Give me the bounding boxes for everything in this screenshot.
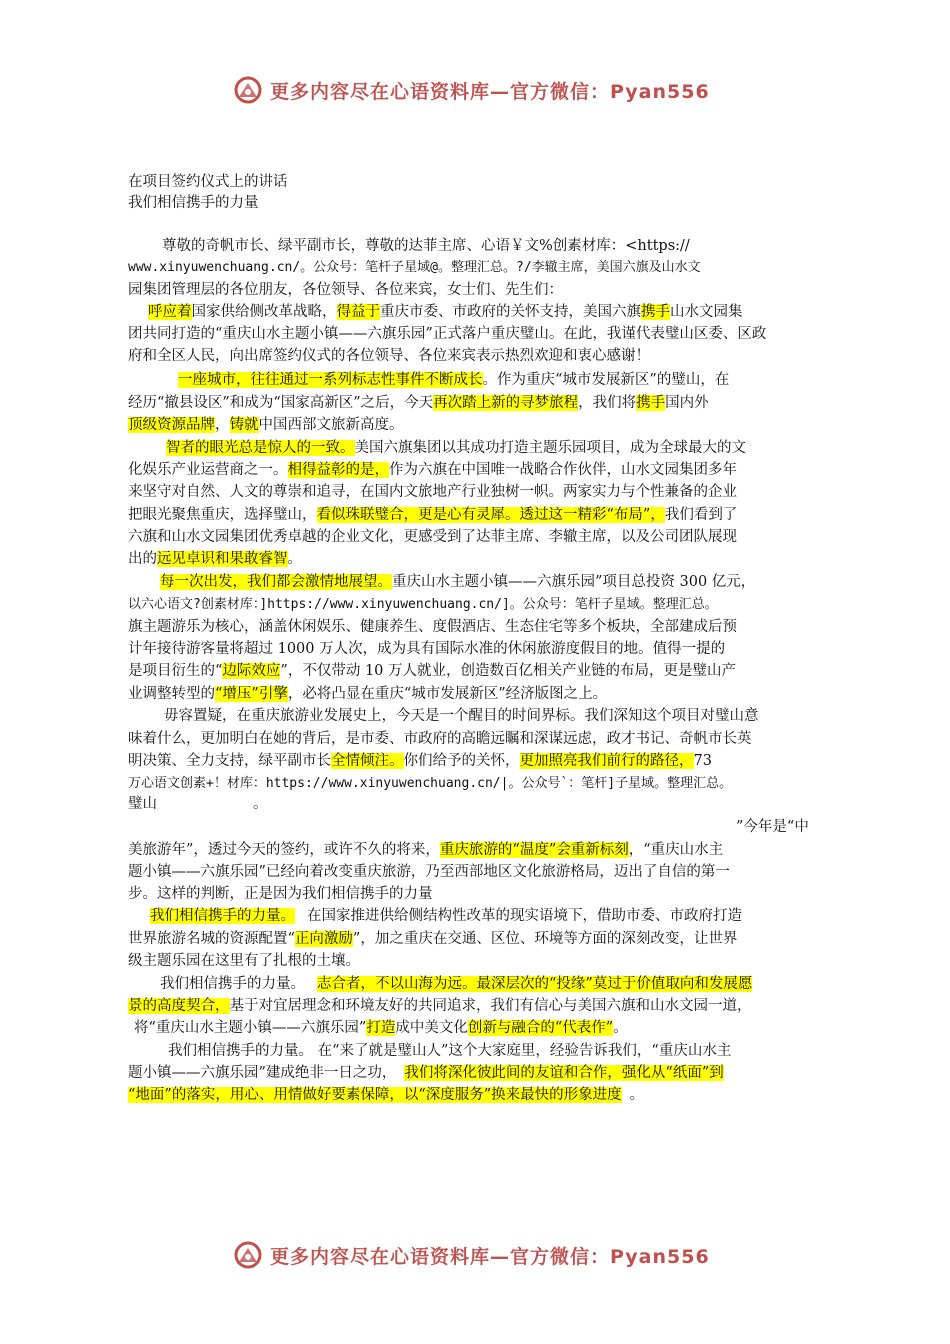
paragraph-line: 旗主题游乐为核心，涵盖休闲娱乐、健康养生、度假酒店、生态住宅等多个板块，全部建成后预: [128, 619, 737, 635]
logo-icon: [233, 1240, 263, 1270]
paragraph-line: 我们相信携手的力量。 志合者，不以山海为远。最深层次的“投缘”莫过于价值取向和发展愿: [160, 976, 753, 992]
paragraph-line: 呼应着国家供给侧改革战略，得益于重庆市委、市政府的关怀支持，美国六旗携手山水文园集: [148, 304, 743, 320]
paragraph-line: 美旅游年”，透过今天的签约，或许不久的将来，重庆旅游的“温度”会重新标刻，“重庆山水主: [128, 842, 724, 858]
paragraph-line: 尊敬的奇帆市长、绿平副市长，尊敬的达菲主席、心语￥文%创素材库：<https://: [162, 238, 690, 254]
header-watermark: [0, 73, 950, 109]
paragraph-line: 府和全区人民，向出席签约仪式的各位领导、各位来宾表示热烈欢迎和衷心感谢！: [128, 348, 650, 364]
paragraph-line: 一座城市，往往通过一系列标志性事件不断成长。作为重庆“城市发展新区”的璧山，在: [178, 372, 730, 388]
doc-subtitle: 我们相信携手的力量: [128, 195, 259, 211]
paragraph-line: www.xinyuwenchuang.cn/。公众号：笔杆子星域@。整理汇总。?/李辙主席，美国六旗及山水文: [128, 260, 701, 275]
doc-title: 在项目签约仪式上的讲话: [128, 174, 288, 190]
paragraph-line: 六旗和山水文园集团优秀卓越的企业文化，更感受到了达菲主席、李辙主席，以及公司团队展现: [128, 529, 737, 545]
paragraph-line: 步。这样的判断，正是因为我们相信携手的力量: [128, 886, 433, 902]
paragraph-line: 计年接待游客量将超过 1000 万人次，成为具有国际水准的休闲旅游度假目的地。值得一提的: [128, 641, 726, 657]
paragraph-line: 顶级资源品牌，铸就中国西部文旅新高度。: [128, 417, 404, 433]
paragraph-line: 经历“撤县设区”和成为“国家高新区”之后，今天再次踏上新的寻梦旅程，我们将携手国内外: [128, 395, 709, 411]
paragraph-line: 题小镇——六旗乐园”建成绝非一日之功， 我们将深化彼此间的友谊和合作，强化从“纸面”到: [128, 1065, 724, 1081]
paragraph-line: 题小镇——六旗乐园”已经向着改变重庆旅游，乃至西部地区文化旅游格局，迈出了自信的第一: [128, 864, 730, 880]
paragraph-line: 将“重庆山水主题小镇——六旗乐园”打造成中美文化创新与融合的“代表作”。: [134, 1020, 628, 1036]
footer-watermark: [0, 1238, 950, 1274]
paragraph-line: 智者的眼光总是惊人的一致。美国六旗集团以其成功打造主题乐园项目，成为全球最大的文: [166, 440, 746, 456]
paragraph-line: 万心语文创素+！材库：https://www.xinyuwenchuang.cn/|。公众号`：笔杆]子星域。整理汇总。: [128, 776, 733, 791]
header-text: 更多内容尽在心语资料库—官方微信：Pyan556: [270, 81, 710, 103]
paragraph-line: 以六心语文?创素材库：]https://www.xinyuwenchuang.cn/]。公众号：笔杆子星域。整理汇总。: [128, 597, 718, 612]
paragraph-line: 味着什么，更加明白在她的背后，是市委、市政府的高瞻远瞩和深谋远虑，政才书记、奇帆市长英: [128, 731, 752, 747]
paragraph-line: 业调整转型的“增压”引擎，必将凸显在重庆“城市发展新区”经济版图之上。: [128, 686, 608, 702]
paragraph-line: 璧山 。: [128, 796, 268, 812]
paragraph-line: 把眼光聚焦重庆，选择璧山，看似珠联璧合，更是心有灵犀。透过这一精彩“布局”，我们看到了: [128, 507, 738, 523]
paragraph-line: 是项目衍生的“边际效应”，不仅带动 10 万人就业，创造数百亿相关产业链的布局，更是璧山产: [128, 663, 737, 679]
paragraph-line: “地面”的落实，用心、用情做好要素保障，以“深度服务”换来最快的形象进度 。: [128, 1087, 645, 1103]
logo-icon: [233, 75, 263, 105]
paragraph-line: 毋容置疑，在重庆旅游业发展史上，今天是一个醒目的时间界标。我们深知这个项目对璧山意: [164, 708, 759, 724]
paragraph-line: 世界旅游名城的资源配置“正向激励”，加之重庆在交通、区位、环境等方面的深刻改变，让世界: [128, 931, 738, 947]
paragraph-line: 化娱乐产业运营商之一。相得益彰的是，作为六旗在中国唯一战略合作伙伴，山水文园集团多年: [128, 462, 737, 478]
paragraph-line: 团共同打造的“重庆山水主题小镇——六旗乐园”正式落户重庆璧山。在此，我谨代表璧山区委、区政: [128, 326, 767, 342]
paragraph-line: 级主题乐园在这里有了扎根的土壤。: [128, 953, 360, 969]
paragraph-line: 出的远见卓识和果敢睿智。: [128, 551, 302, 567]
paragraph-line: 园集团管理层的各位朋友，各位领导、各位来宾，女士们、先生们：: [128, 282, 563, 298]
paragraph-line: 我们相信携手的力量。 在“来了就是璧山人”这个大家庭里，经验告诉我们，“重庆山水主: [168, 1043, 732, 1059]
paragraph-line: 景的高度契合，基于对宜居理念和环境友好的共同追求，我们有信心与美国六旗和山水文园一道，: [128, 998, 752, 1014]
paragraph-line: 我们相信携手的力量。 在国家推进供给侧结构性改革的现实语境下，借助市委、市政府打造: [150, 908, 742, 924]
paragraph-line: 明决策、全力支持，绿平副市长全情倾注。你们给予的关怀，更加照亮我们前行的路径，73: [128, 753, 712, 769]
paragraph-line: ”今年是“中: [736, 819, 809, 835]
paragraph-line: 来坚守对自然、人文的尊崇和追寻，在国内文旅地产行业独树一帜。两家实力与个性兼备的企业: [128, 484, 737, 500]
paragraph-line: 每一次出发，我们都会激情地展望。重庆山水主题小镇——六旗乐园”项目总投资 300 亿元，: [160, 574, 756, 590]
footer-text: 更多内容尽在心语资料库—官方微信：Pyan556: [270, 1246, 710, 1268]
